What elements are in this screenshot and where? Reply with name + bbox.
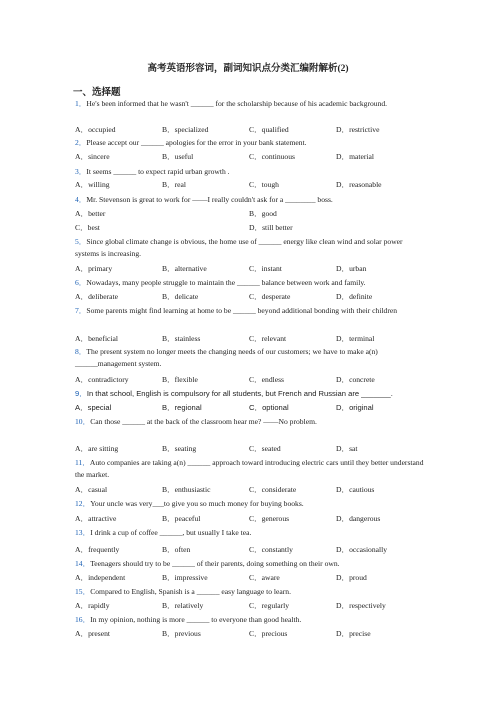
option-d[interactable]: D．respectively <box>336 601 386 610</box>
question-13 <box>75 527 425 539</box>
option-a[interactable]: A．better <box>75 209 106 218</box>
question-text: Nowadays, many people struggle to maintain the ______ balance between work and family. <box>86 278 366 287</box>
question-14 <box>75 558 425 570</box>
question-number: 4． <box>75 195 87 204</box>
option-b[interactable]: B．good <box>249 209 277 218</box>
option-b[interactable]: B．useful <box>162 152 194 161</box>
option-d[interactable]: D．sat <box>336 444 358 453</box>
option-a[interactable]: A．contradictory <box>75 375 129 384</box>
question-text: In that school, English is compulsory for all students, but French and Russian are _______. <box>86 389 393 398</box>
option-b[interactable]: B．impressive <box>162 573 208 582</box>
option-d[interactable]: D．definite <box>336 292 373 301</box>
question-6 <box>75 277 425 289</box>
question-7 <box>75 305 425 317</box>
option-d[interactable]: D．cautious <box>336 485 375 494</box>
option-a[interactable]: A．special <box>75 403 112 412</box>
option-c[interactable]: C．precious <box>249 629 288 638</box>
option-c[interactable]: C．aware <box>249 573 280 582</box>
question-text: In my opinion, nothing is more ______ to everyone than good health. <box>90 615 302 624</box>
option-b[interactable]: B．relatively <box>162 601 204 610</box>
option-c[interactable]: C．instant <box>249 264 282 273</box>
option-b[interactable]: B．often <box>162 545 191 554</box>
option-b[interactable]: B．seating <box>162 444 197 453</box>
option-d[interactable]: D．reasonable <box>336 180 382 189</box>
option-a[interactable]: A．primary <box>75 264 113 273</box>
option-a[interactable]: A．beneficial <box>75 334 119 343</box>
option-c[interactable]: C．optional <box>249 403 289 412</box>
option-c[interactable]: C．seated <box>249 444 281 453</box>
option-b[interactable]: B．specialized <box>162 125 209 134</box>
question-number: 7． <box>75 306 87 315</box>
question-text: He's been informed that he wasn't ______ for the scholarship because of his academic background. <box>86 99 388 108</box>
question-8 <box>75 346 425 370</box>
option-d[interactable]: D．occasionally <box>336 545 388 554</box>
question-number: 3． <box>75 167 87 176</box>
question-number: 14． <box>75 559 91 568</box>
option-a[interactable]: A．casual <box>75 485 108 494</box>
question-5 <box>75 236 425 260</box>
option-b[interactable]: B．delicate <box>162 292 199 301</box>
option-b[interactable]: B．stainless <box>162 334 201 343</box>
question-number: 13． <box>75 528 91 537</box>
option-d[interactable]: D．material <box>336 152 374 161</box>
question-text: It seems ______ to expect rapid urban growth . <box>86 167 230 176</box>
question-number: 1． <box>75 99 87 108</box>
question-text: Auto companies are taking a(n) ______ approach toward introducing electric cars until they better understand the market. <box>75 458 424 479</box>
option-d[interactable]: D．original <box>336 403 374 412</box>
option-d[interactable]: D．precise <box>336 629 371 638</box>
option-c[interactable]: C．relevant <box>249 334 287 343</box>
section-heading: 一、选择题 <box>73 88 121 98</box>
question-16 <box>75 614 425 626</box>
option-b[interactable]: B．peaceful <box>162 514 201 523</box>
option-b[interactable]: B．flexible <box>162 375 198 384</box>
question-9 <box>75 388 425 400</box>
option-a[interactable]: A．rapidly <box>75 601 110 610</box>
question-3 <box>75 166 425 178</box>
option-c[interactable]: C．tough <box>249 180 279 189</box>
option-b[interactable]: B．alternative <box>162 264 207 273</box>
option-b[interactable]: B．previous <box>162 629 201 638</box>
question-number: 10． <box>75 417 91 426</box>
question-number: 12． <box>75 499 91 508</box>
option-c[interactable]: C．continuous <box>249 152 295 161</box>
option-a[interactable]: A．sincere <box>75 152 110 161</box>
option-c[interactable]: C．regularly <box>249 601 290 610</box>
option-d[interactable]: D．concrete <box>336 375 375 384</box>
option-d[interactable]: D．proud <box>336 573 367 582</box>
question-10 <box>75 416 335 428</box>
option-d[interactable]: D．dangerous <box>336 514 381 523</box>
option-a[interactable]: A．deliberate <box>75 292 119 301</box>
question-text: Since global climate change is obvious, the home use of ______ energy like clean wind and solar power systems is increasing. <box>75 237 403 258</box>
question-15 <box>75 586 425 598</box>
option-c[interactable]: C．qualified <box>249 125 289 134</box>
option-d[interactable]: D．urban <box>336 264 367 273</box>
option-d[interactable]: D．restrictive <box>336 125 380 134</box>
option-d[interactable]: D．still better <box>249 223 293 232</box>
question-1 <box>75 98 425 110</box>
option-a[interactable]: A．occupied <box>75 125 116 134</box>
question-number: 16． <box>75 615 91 624</box>
option-a[interactable]: A．attractive <box>75 514 117 523</box>
question-number: 11． <box>75 458 90 467</box>
question-4 <box>75 194 425 206</box>
option-a[interactable]: A．willing <box>75 180 110 189</box>
question-12 <box>75 498 425 510</box>
question-text: Can those ______ at the back of the classroom hear me? ——No problem. <box>90 417 317 426</box>
option-b[interactable]: B．regional <box>162 403 202 412</box>
question-text: I drink a cup of coffee ______, but usually I take tea. <box>90 528 252 537</box>
option-b[interactable]: B．enthusiastic <box>162 485 211 494</box>
question-text: Compared to English, Spanish is a ______ easy language to learn. <box>90 587 291 596</box>
question-text: Your uncle was very___to give you so much money for buying books. <box>90 499 304 508</box>
question-text: The present system no longer meets the changing needs of our customers; we have to make a(n) ______management system. <box>75 347 378 368</box>
option-a[interactable]: A．are sitting <box>75 444 119 453</box>
option-b[interactable]: B．real <box>162 180 187 189</box>
option-c[interactable]: C．endless <box>249 375 285 384</box>
option-c[interactable]: C．constantly <box>249 545 293 554</box>
question-11 <box>75 457 425 481</box>
question-2 <box>75 137 425 149</box>
question-number: 15． <box>75 587 91 596</box>
option-a[interactable]: A．independent <box>75 573 126 582</box>
question-number: 5． <box>75 237 87 246</box>
question-number: 2． <box>75 138 87 147</box>
option-a[interactable]: A．frequently <box>75 545 120 554</box>
option-c[interactable]: C．generous <box>249 514 290 523</box>
option-c[interactable]: C．best <box>75 223 100 232</box>
question-text: Some parents might find learning at home to be ______ beyond additional bonding with their children <box>86 306 398 315</box>
option-c[interactable]: C．desperate <box>249 292 291 301</box>
option-d[interactable]: D．terminal <box>336 334 375 343</box>
question-number: 8． <box>75 347 87 356</box>
question-number: 9． <box>75 389 87 398</box>
question-number: 6． <box>75 278 87 287</box>
question-text: Mr. Stevenson is great to work for ——I really couldn't ask for a ________ boss. <box>86 195 333 204</box>
option-c[interactable]: C．considerate <box>249 485 297 494</box>
option-a[interactable]: A．present <box>75 629 111 638</box>
question-text: Please accept our ______ apologies for the error in your bank statement. <box>86 138 307 147</box>
question-text: Teenagers should try to be ______ of their parents, doing something on their own. <box>90 559 340 568</box>
document-title: 高考英语形容词，副词知识点分类汇编附解析(2) <box>147 64 349 74</box>
